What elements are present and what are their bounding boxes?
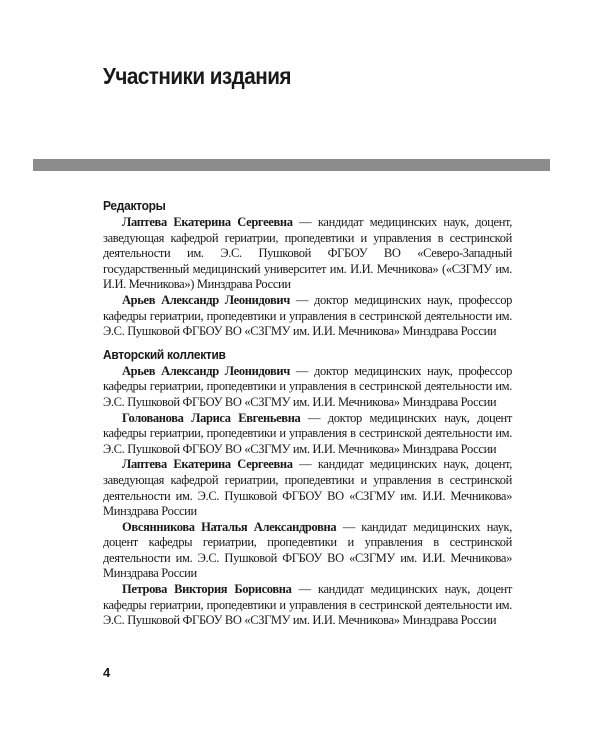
contributor-description: — кандидат медицинских наук, доцент кафедры гериатрии, пропедевтики и управления в сестринской деятельности им. Э.С. Пушковой ФГБОУ ВО «СЗГМУ им. И.И. Мечникова» Минздрава России (103, 519, 512, 581)
title-divider-bar (33, 159, 550, 171)
contributors-content (103, 196, 512, 629)
contributor-description: — кандидат медицинских наук, доцент кафедры гериатрии, пропедевтики и управления в сестринской деятельности им. Э.С. Пушковой ФГБОУ ВО «СЗГМУ им. И.И. Мечникова» Минздрава России (103, 582, 512, 628)
contributor-entry (103, 364, 512, 411)
contributor-name: Лаптева Екатерина Сергеевна (122, 215, 293, 229)
section-heading-authors: Авторский коллектив (103, 346, 226, 362)
contributor-description: — доктор медицинских наук, доцент кафедры гериатрии, пропедевтики и управления в сестринской деятельности им. Э.С. Пушковой ФГБОУ ВО «СЗГМУ им. И.И. Мечникова» Минздрава России (103, 410, 512, 456)
contributor-name: Лаптева Екатерина Сергеевна (122, 457, 293, 472)
contributor-name: Голованова Лариса Евгеньевна (122, 410, 301, 425)
contributor-entry (103, 215, 512, 293)
contributor-entry (103, 293, 512, 340)
page-title: Участники издания (103, 63, 291, 89)
contributor-name: Арьев Александр Леонидович (122, 363, 290, 378)
contributor-description: — кандидат медицинских наук, доцент, заведующая кафедрой гериатрии, пропедевтики и управления в сестринской деятельности им. Э.С. Пушковой ФГБОУ ВО «СЗГМУ им. И.И. Мечникова» Минздрава России (103, 457, 512, 519)
contributor-description: — доктор медицинских наук, профессор кафедры гериатрии, пропедевтики и управления в сестринской деятельности им. Э.С. Пушковой ФГБОУ ВО «СЗГМУ им. И.И. Мечникова» Минздрава России (103, 363, 512, 409)
contributor-entry (103, 582, 512, 629)
contributor-entry (103, 411, 512, 458)
page-number: 4 (103, 665, 111, 680)
section-heading-editors: Редакторы (103, 198, 166, 213)
contributor-entry (103, 457, 512, 519)
contributor-name: Овсянникова Наталья Александровна (122, 519, 337, 534)
contributor-name: Арьев Александр Леонидович (122, 292, 290, 307)
contributor-name: Петрова Виктория Борисовна (122, 582, 292, 597)
contributor-description: — кандидат медицинских наук, доцент, заведующая кафедрой гериатрии, пропедевтики и управления в сестринской деятельности им. Э.С. Пушковой ФГБОУ ВО «Северо-Западный государственный медицинский университет им. И.И. Мечникова» («СЗГМУ им. И.И. Мечникова») Минздрава России (103, 215, 512, 292)
contributor-entry (103, 520, 512, 582)
contributor-description: — доктор медицинских наук, профессор кафедры гериатрии, пропедевтики и управления в сестринской деятельности им. Э.С. Пушковой ФГБОУ ВО «СЗГМУ им. И.И. Мечникова» Минздрава России (103, 292, 512, 339)
